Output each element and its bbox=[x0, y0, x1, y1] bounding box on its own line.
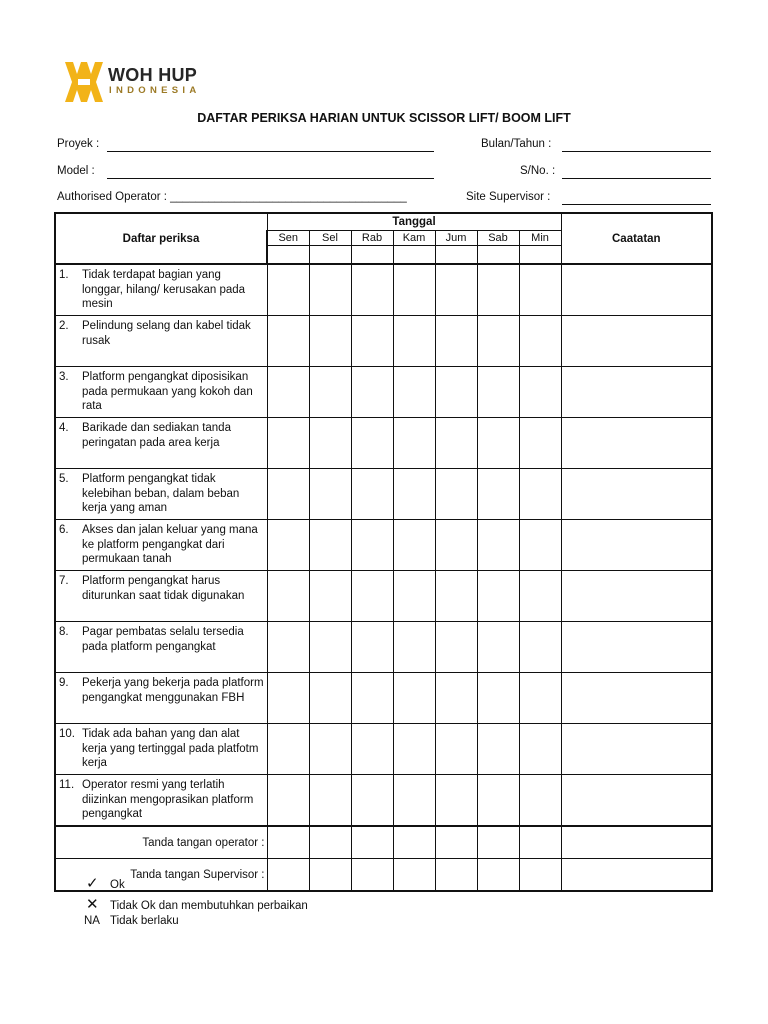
check-cell[interactable] bbox=[435, 316, 477, 367]
check-cell[interactable] bbox=[519, 264, 561, 316]
signature-notes-cell[interactable] bbox=[561, 826, 712, 859]
check-cell[interactable] bbox=[351, 264, 393, 316]
signature-cell[interactable] bbox=[351, 826, 393, 859]
check-cell[interactable] bbox=[393, 571, 435, 622]
notes-cell[interactable] bbox=[561, 520, 712, 571]
signature-cell[interactable] bbox=[393, 826, 435, 859]
check-cell[interactable] bbox=[393, 520, 435, 571]
item-number: 7. bbox=[59, 575, 69, 587]
day-header: Sab bbox=[477, 231, 519, 246]
checklist-row bbox=[55, 316, 712, 367]
check-cell[interactable] bbox=[351, 520, 393, 571]
check-cell[interactable] bbox=[519, 724, 561, 775]
signature-cell[interactable] bbox=[309, 859, 351, 892]
check-cell[interactable] bbox=[519, 775, 561, 827]
item-number: 3. bbox=[59, 371, 69, 383]
checklist-row bbox=[55, 775, 712, 827]
item-text: Pekerja yang bekerja pada platform pengangkat menggunakan FBH bbox=[82, 677, 264, 704]
checklist-row bbox=[55, 571, 712, 622]
check-cell[interactable] bbox=[267, 469, 309, 520]
checklist-row bbox=[55, 520, 712, 571]
sno-label: S/No. : bbox=[520, 165, 556, 177]
check-cell[interactable] bbox=[477, 724, 519, 775]
check-cell[interactable] bbox=[309, 418, 351, 469]
notes-cell[interactable] bbox=[561, 673, 712, 724]
checklist-table bbox=[54, 212, 713, 892]
check-cell[interactable] bbox=[519, 571, 561, 622]
company-logo bbox=[64, 60, 204, 106]
checklist-item bbox=[55, 264, 267, 316]
check-cell[interactable] bbox=[267, 673, 309, 724]
check-cell[interactable] bbox=[393, 418, 435, 469]
check-cell[interactable] bbox=[477, 367, 519, 418]
checklist-item bbox=[55, 622, 267, 673]
date-input-cell[interactable] bbox=[477, 246, 519, 265]
check-cell[interactable] bbox=[477, 316, 519, 367]
check-cell[interactable] bbox=[435, 775, 477, 827]
legend-row bbox=[84, 915, 179, 927]
item-number: 6. bbox=[59, 524, 69, 536]
check-cell[interactable] bbox=[267, 367, 309, 418]
date-input-cell[interactable] bbox=[351, 246, 393, 265]
item-text: Akses dan jalan keluar yang mana ke platform pengangkat dari permukaan tanah bbox=[82, 524, 258, 566]
check-cell[interactable] bbox=[393, 775, 435, 827]
operator-label[interactable]: Authorised Operator : _____________________________________ bbox=[57, 191, 407, 203]
item-number: 8. bbox=[59, 626, 69, 638]
check-cell[interactable] bbox=[309, 264, 351, 316]
signature-cell[interactable] bbox=[393, 859, 435, 892]
signature-label: Tanda tangan operator : bbox=[55, 826, 267, 859]
check-cell[interactable] bbox=[435, 520, 477, 571]
checklist-item bbox=[55, 316, 267, 367]
item-number: 4. bbox=[59, 422, 69, 434]
check-cell[interactable] bbox=[393, 316, 435, 367]
check-cell[interactable] bbox=[351, 418, 393, 469]
item-text: Barikade dan sediakan tanda peringatan pada area kerja bbox=[82, 422, 231, 449]
checklist-row bbox=[55, 264, 712, 316]
check-cell[interactable] bbox=[477, 622, 519, 673]
check-cell[interactable] bbox=[477, 520, 519, 571]
legend-row bbox=[84, 874, 125, 892]
check-cell[interactable] bbox=[309, 316, 351, 367]
check-cell[interactable] bbox=[309, 367, 351, 418]
supervisor-label: Site Supervisor : bbox=[466, 191, 551, 203]
check-cell[interactable] bbox=[267, 724, 309, 775]
notes-cell[interactable] bbox=[561, 316, 712, 367]
checklist-row bbox=[55, 418, 712, 469]
cross-icon: ✕ bbox=[86, 896, 99, 913]
logo-name: WOH HUP bbox=[108, 65, 198, 85]
check-cell[interactable] bbox=[351, 673, 393, 724]
check-cell[interactable] bbox=[519, 520, 561, 571]
check-cell[interactable] bbox=[477, 469, 519, 520]
sno-field[interactable] bbox=[562, 178, 711, 179]
check-cell[interactable] bbox=[267, 418, 309, 469]
check-cell[interactable] bbox=[393, 264, 435, 316]
day-header: Sel bbox=[309, 231, 351, 246]
notes-cell[interactable] bbox=[561, 264, 712, 316]
check-cell[interactable] bbox=[393, 673, 435, 724]
signature-cell[interactable] bbox=[309, 826, 351, 859]
checklist-item bbox=[55, 418, 267, 469]
checklist-row bbox=[55, 724, 712, 775]
check-cell[interactable] bbox=[267, 316, 309, 367]
check-cell[interactable] bbox=[519, 622, 561, 673]
checklist-item bbox=[55, 520, 267, 571]
check-cell[interactable] bbox=[435, 469, 477, 520]
legend-text: Ok bbox=[110, 879, 125, 891]
signature-row bbox=[55, 826, 712, 859]
bulan-tahun-field[interactable] bbox=[562, 151, 711, 152]
col-header-checklist: Daftar periksa bbox=[55, 213, 267, 264]
signature-cell[interactable] bbox=[519, 826, 561, 859]
notes-cell[interactable] bbox=[561, 367, 712, 418]
item-text: Tidak ada bahan yang dan alat kerja yang tertinggal pada platfotm kerja bbox=[82, 728, 259, 770]
check-cell[interactable] bbox=[309, 673, 351, 724]
check-cell[interactable] bbox=[351, 316, 393, 367]
bulan-tahun-label: Bulan/Tahun : bbox=[481, 138, 552, 150]
col-header-notes: Caatatan bbox=[561, 213, 712, 264]
col-header-date: Tanggal bbox=[267, 213, 561, 231]
model-field[interactable] bbox=[107, 178, 434, 179]
signature-cell[interactable] bbox=[435, 826, 477, 859]
item-text: Pelindung selang dan kabel tidak rusak bbox=[82, 320, 251, 347]
notes-cell[interactable] bbox=[561, 622, 712, 673]
item-number: 1. bbox=[59, 269, 69, 281]
proyek-field[interactable] bbox=[107, 151, 434, 152]
signature-cell[interactable] bbox=[519, 859, 561, 892]
item-number: 10. bbox=[59, 728, 75, 740]
check-cell[interactable] bbox=[309, 622, 351, 673]
check-cell[interactable] bbox=[309, 520, 351, 571]
check-cell[interactable] bbox=[435, 571, 477, 622]
check-cell[interactable] bbox=[477, 571, 519, 622]
proyek-label: Proyek : bbox=[57, 138, 100, 150]
model-label: Model : bbox=[57, 165, 95, 177]
notes-cell[interactable] bbox=[561, 775, 712, 827]
woh-hup-logo-icon bbox=[64, 60, 104, 104]
item-number: 2. bbox=[59, 320, 69, 332]
check-cell[interactable] bbox=[477, 264, 519, 316]
day-header: Min bbox=[519, 231, 561, 246]
item-number: 11. bbox=[59, 779, 75, 791]
supervisor-field[interactable] bbox=[562, 204, 711, 205]
check-cell[interactable] bbox=[309, 724, 351, 775]
date-input-cell[interactable] bbox=[519, 246, 561, 265]
checklist-row bbox=[55, 622, 712, 673]
checklist-row bbox=[55, 673, 712, 724]
checklist-row bbox=[55, 367, 712, 418]
signature-cell[interactable] bbox=[477, 859, 519, 892]
signature-cell[interactable] bbox=[435, 859, 477, 892]
checklist-item bbox=[55, 469, 267, 520]
check-cell[interactable] bbox=[435, 622, 477, 673]
form-title: DAFTAR PERIKSA HARIAN UNTUK SCISSOR LIFT/ BOOM LIFT bbox=[197, 111, 571, 125]
checklist-item bbox=[55, 367, 267, 418]
signature-cell[interactable] bbox=[267, 826, 309, 859]
check-cell[interactable] bbox=[267, 520, 309, 571]
day-header: Jum bbox=[435, 231, 477, 246]
legend-text: Tidak berlaku bbox=[110, 915, 179, 927]
check-cell[interactable] bbox=[519, 367, 561, 418]
legend-text: Tidak Ok dan membutuhkan perbaikan bbox=[110, 900, 308, 912]
notes-cell[interactable] bbox=[561, 469, 712, 520]
signature-notes-cell[interactable] bbox=[561, 859, 712, 892]
logo-subtitle: INDONESIA bbox=[109, 85, 201, 96]
date-input-cell[interactable] bbox=[393, 246, 435, 265]
checklist-item bbox=[55, 775, 267, 827]
check-cell[interactable] bbox=[519, 469, 561, 520]
item-number: 5. bbox=[59, 473, 69, 485]
check-cell[interactable] bbox=[267, 264, 309, 316]
check-cell[interactable] bbox=[435, 724, 477, 775]
checklist-item bbox=[55, 571, 267, 622]
signature-cell[interactable] bbox=[267, 859, 309, 892]
check-cell[interactable] bbox=[351, 775, 393, 827]
item-number: 9. bbox=[59, 677, 69, 689]
item-text: Tidak terdapat bagian yang longgar, hilang/ kerusakan pada mesin bbox=[82, 269, 246, 311]
day-header: Rab bbox=[351, 231, 393, 246]
day-header: Sen bbox=[267, 231, 309, 246]
signature-label: Tanda tangan Supervisor : bbox=[55, 859, 267, 892]
check-cell[interactable] bbox=[393, 469, 435, 520]
item-text: Platform pengangkat tidak kelebihan beban, dalam beban kerja yang aman bbox=[82, 473, 240, 515]
check-cell[interactable] bbox=[435, 367, 477, 418]
day-header: Kam bbox=[393, 231, 435, 246]
check-cell[interactable] bbox=[267, 571, 309, 622]
item-text: Pagar pembatas selalu tersedia pada platform pengangkat bbox=[82, 626, 244, 653]
item-text: Operator resmi yang terlatih diizinkan mengoprasikan platform pengangkat bbox=[82, 779, 254, 821]
item-text: Platform pengangkat harus diturunkan saat tidak digunakan bbox=[82, 575, 245, 602]
legend-row bbox=[84, 895, 308, 913]
check-cell[interactable] bbox=[309, 469, 351, 520]
check-cell[interactable] bbox=[309, 571, 351, 622]
check-cell[interactable] bbox=[309, 775, 351, 827]
check-icon: ✓ bbox=[86, 875, 99, 892]
check-cell[interactable] bbox=[435, 418, 477, 469]
check-cell[interactable] bbox=[351, 469, 393, 520]
check-cell[interactable] bbox=[435, 673, 477, 724]
check-cell[interactable] bbox=[351, 571, 393, 622]
date-input-cell[interactable] bbox=[267, 246, 309, 265]
notes-cell[interactable] bbox=[561, 571, 712, 622]
check-cell[interactable] bbox=[477, 418, 519, 469]
check-cell[interactable] bbox=[351, 367, 393, 418]
check-cell[interactable] bbox=[477, 775, 519, 827]
signature-cell[interactable] bbox=[351, 859, 393, 892]
signature-row bbox=[55, 859, 712, 892]
date-input-cell[interactable] bbox=[435, 246, 477, 265]
check-cell[interactable] bbox=[393, 367, 435, 418]
check-cell[interactable] bbox=[351, 622, 393, 673]
check-cell[interactable] bbox=[519, 418, 561, 469]
item-text: Platform pengangkat diposisikan pada permukaan yang kokoh dan rata bbox=[82, 371, 253, 413]
check-cell[interactable] bbox=[519, 673, 561, 724]
na-label: NA bbox=[84, 915, 100, 927]
check-cell[interactable] bbox=[267, 775, 309, 827]
check-cell[interactable] bbox=[267, 622, 309, 673]
notes-cell[interactable] bbox=[561, 418, 712, 469]
check-cell[interactable] bbox=[477, 673, 519, 724]
check-cell[interactable] bbox=[435, 264, 477, 316]
checklist-item bbox=[55, 724, 267, 775]
checklist-row bbox=[55, 469, 712, 520]
check-cell[interactable] bbox=[393, 622, 435, 673]
signature-cell[interactable] bbox=[477, 826, 519, 859]
check-cell[interactable] bbox=[393, 724, 435, 775]
date-input-cell[interactable] bbox=[309, 246, 351, 265]
check-cell[interactable] bbox=[519, 316, 561, 367]
checklist-item bbox=[55, 673, 267, 724]
notes-cell[interactable] bbox=[561, 724, 712, 775]
check-cell[interactable] bbox=[351, 724, 393, 775]
